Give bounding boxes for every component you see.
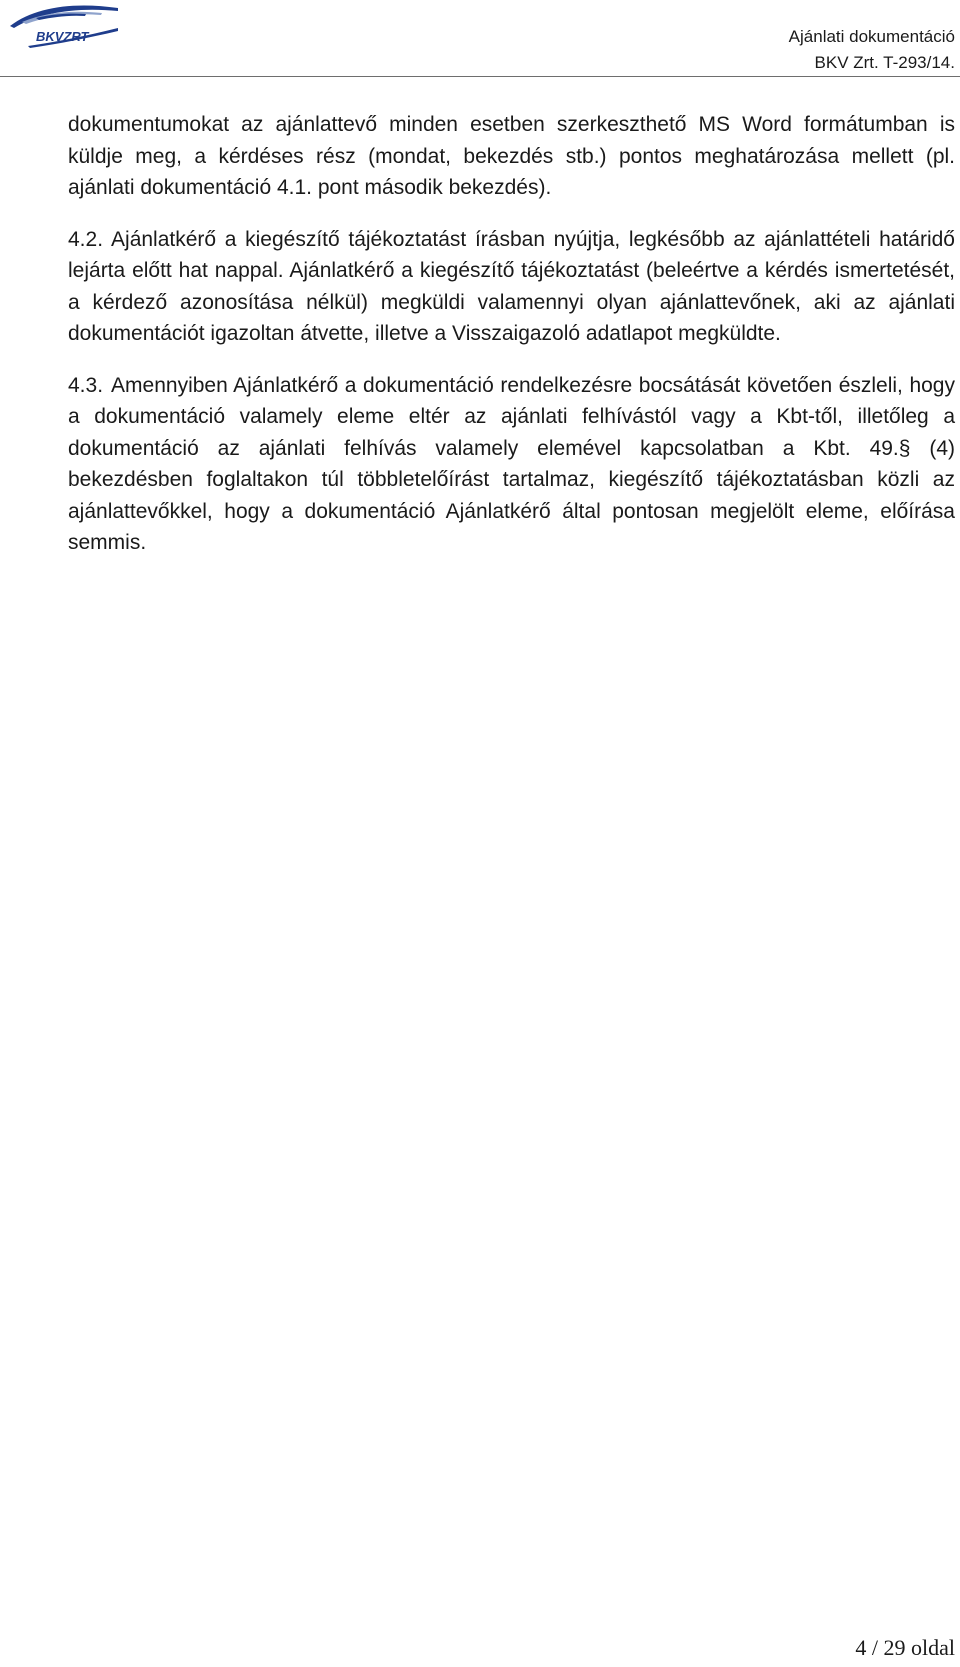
section-number: 4.2. — [68, 227, 104, 251]
logo-text: BKVZRT — [36, 29, 89, 44]
section-4-3 — [68, 370, 955, 559]
page-header — [0, 0, 960, 80]
page-number: 4 / 29 oldal — [855, 1635, 955, 1660]
section-4-2 — [68, 224, 955, 350]
continuation-paragraph: dokumentumokat az ajánlattevő minden esetben szerkeszthető MS Word formátumban is küldje meg, a kérdéses rész (mondat, bekezdés stb.) pontos meghatározása mellett (pl. ajánlati dokumentáció 4.1. pont második bekezdés). — [68, 113, 955, 199]
bkv-logo — [6, 2, 122, 48]
header-info — [789, 24, 955, 76]
header-divider — [0, 76, 960, 77]
section-text: Amennyiben Ajánlatkérő a dokumentáció rendelkezésre bocsátását követően észleli, hogy a dokumentáció valamely eleme eltér az ajánlati felhívástól vagy a Kbt-től, illetőleg a dokumentáció az ajánlati felhívás valamely elemével kapcsolatban a Kbt. 49.§ (4) bekezdésben foglaltakon túl többletelőírást tartalmaz, kiegészítő tájékoztatásban közli az ajánlattevőkkel, hogy a dokumentáció Ajánlatkérő által pontosan megjelölt eleme, előírása semmis. — [68, 373, 955, 554]
section-number: 4.3. — [68, 373, 104, 397]
document-title: Ajánlati dokumentáció — [788, 27, 955, 46]
section-text: Ajánlatkérő a kiegészítő tájékoztatást írásban nyújtja, legkésőbb az ajánlattételi határidő lejárta előtt hat nappal. Ajánlatkérő a kiegészítő tájékoztatást (beleértve a kérdés ismertetését, a kérdező azonosítása nélkül) megküldi valamennyi olyan ajánlattevőnek, aki az ajánlati dokumentációt igazoltan átvette, illetve a Visszaigazoló adatlapot megküldte. — [68, 227, 955, 345]
document-reference: BKV Zrt. T-293/14. — [814, 53, 955, 72]
page-content — [68, 109, 955, 579]
